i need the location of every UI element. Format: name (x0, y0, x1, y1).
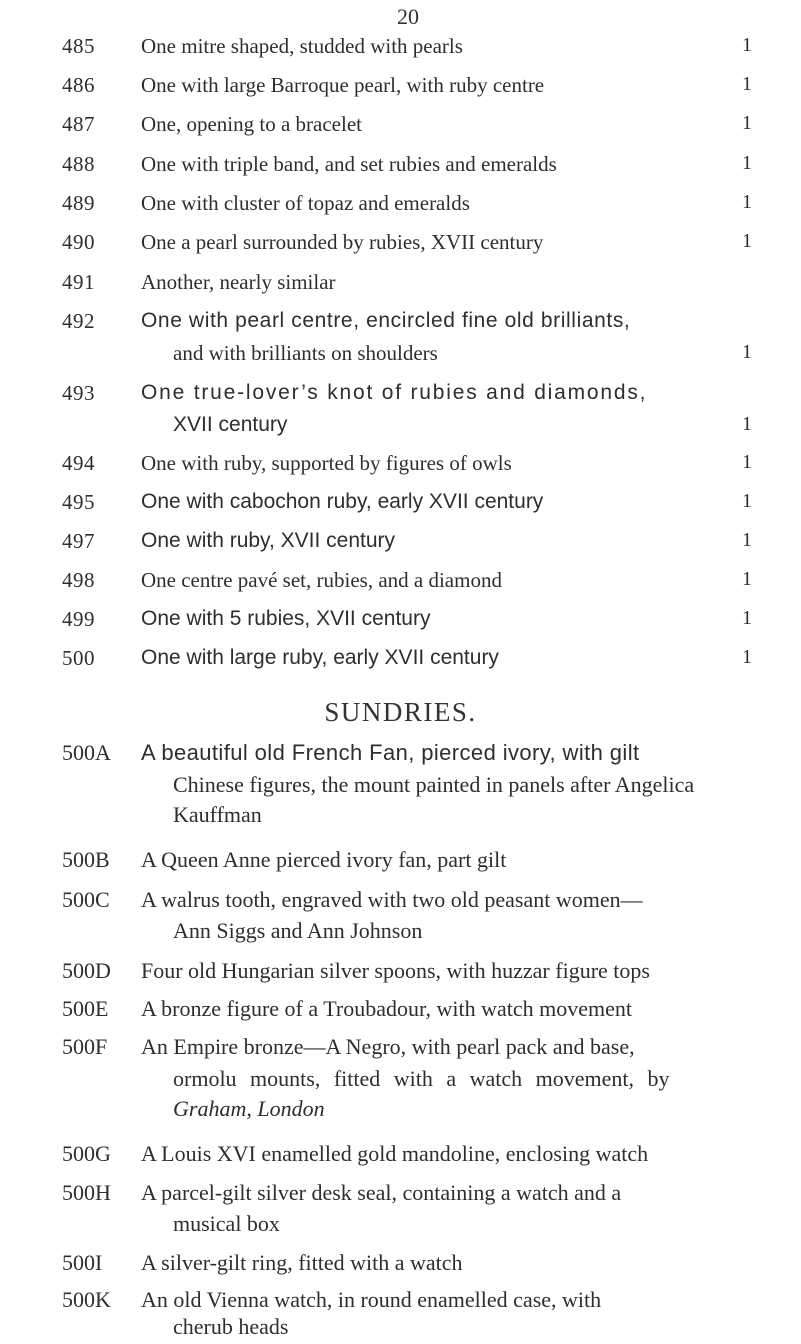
lot-number: 485 (62, 34, 95, 58)
lot-quantity: 1 (742, 191, 752, 213)
lot-description: An old Vienna watch, in round enamelled case, with (141, 1287, 602, 1312)
lot-description: One, opening to a bracelet (141, 112, 362, 136)
lot-quantity: 1 (742, 341, 752, 363)
lot-description-continued: Graham, London (173, 1096, 325, 1121)
lot-number: 500A (62, 740, 111, 765)
lot-description: One mitre shaped, studded with pearls (141, 34, 463, 58)
lot-quantity: 1 (742, 451, 752, 473)
lot-number: 500B (62, 847, 110, 872)
lot-number: 500K (62, 1287, 111, 1312)
lot-number: 490 (62, 230, 95, 254)
lot-description: One with pearl centre, encircled fine old brilliants, (141, 309, 631, 332)
lot-number: 492 (62, 309, 95, 333)
lot-number: 497 (62, 529, 95, 553)
lot-description: One a pearl surrounded by rubies, XVII century (141, 230, 544, 254)
lot-description-continued: Kauffman (173, 802, 262, 827)
lot-number: 494 (62, 451, 95, 475)
lot-description: One with large Barroque pearl, with ruby centre (141, 73, 545, 97)
lot-description: One centre pavé set, rubies, and a diamond (141, 568, 502, 592)
lot-description: A parcel-gilt silver desk seal, containing a watch and a (141, 1180, 622, 1205)
lot-number: 500D (62, 958, 111, 983)
lot-quantity: 1 (742, 529, 752, 551)
lot-number: 491 (62, 270, 95, 294)
lot-description-continued: and with brilliants on shoulders (173, 341, 438, 365)
lot-description: One with cabochon ruby, early XVII century (141, 490, 544, 513)
lot-quantity: 1 (742, 73, 752, 95)
lot-number: 499 (62, 607, 95, 631)
lot-description: An Empire bronze—A Negro, with pearl pack and base, (141, 1034, 635, 1059)
lot-description-continued: ormolu mounts, fitted with a watch movement, by (173, 1066, 670, 1091)
page-number: 20 (397, 4, 419, 29)
lot-quantity: 1 (742, 152, 752, 174)
lot-description-continued: cherub heads (173, 1314, 289, 1339)
lot-description: A walrus tooth, engraved with two old peasant women— (141, 887, 643, 912)
lot-description: A Queen Anne pierced ivory fan, part gilt (141, 847, 507, 872)
lot-description: One with 5 rubies, XVII century (141, 607, 431, 630)
section-heading: SUNDRIES. (324, 697, 477, 727)
lot-number: 500E (62, 996, 109, 1021)
lot-description: One with triple band, and set rubies and emeralds (141, 152, 557, 176)
lot-number: 500 (62, 646, 95, 670)
lot-description: A Louis XVI enamelled gold mandoline, enclosing watch (141, 1141, 649, 1166)
lot-description: One true-lover’s knot of rubies and diamonds, (141, 381, 648, 404)
lot-description-continued: XVII century (173, 413, 288, 436)
lot-number: 500I (62, 1250, 103, 1275)
lot-description: One with large ruby, early XVII century (141, 646, 499, 669)
lot-description: One with ruby, supported by figures of owls (141, 451, 512, 475)
lot-number: 495 (62, 490, 95, 514)
lot-quantity: 1 (742, 490, 752, 512)
lot-quantity: 1 (742, 607, 752, 629)
lot-number: 500G (62, 1141, 111, 1166)
lot-quantity: 1 (742, 646, 752, 668)
lot-number: 493 (62, 381, 95, 405)
lot-number: 500C (62, 887, 110, 912)
lot-description: Another, nearly similar (141, 270, 336, 294)
lot-quantity: 1 (742, 112, 752, 134)
lot-description: A bronze figure of a Troubadour, with watch movement (141, 996, 632, 1021)
lot-quantity: 1 (742, 413, 752, 435)
lot-number: 487 (62, 112, 95, 136)
lot-description-continued: musical box (173, 1211, 280, 1236)
lot-description: One with cluster of topaz and emeralds (141, 191, 470, 215)
lot-number: 488 (62, 152, 95, 176)
lot-quantity: 1 (742, 568, 752, 590)
lot-quantity: 1 (742, 230, 752, 252)
lot-quantity: 1 (742, 34, 752, 56)
lot-description: A silver-gilt ring, fitted with a watch (141, 1250, 463, 1275)
lot-number: 500H (62, 1180, 111, 1205)
lot-description-continued: Chinese figures, the mount painted in panels after Angelica (173, 772, 695, 797)
lot-number: 500F (62, 1034, 108, 1059)
lot-description: A beautiful old French Fan, pierced ivory, with gilt (141, 740, 640, 765)
lot-number: 486 (62, 73, 95, 97)
lot-description-continued: Ann Siggs and Ann Johnson (173, 918, 423, 943)
lot-number: 498 (62, 568, 95, 592)
lot-number: 489 (62, 191, 95, 215)
lot-description: Four old Hungarian silver spoons, with huzzar figure tops (141, 958, 650, 983)
lot-description: One with ruby, XVII century (141, 529, 396, 552)
